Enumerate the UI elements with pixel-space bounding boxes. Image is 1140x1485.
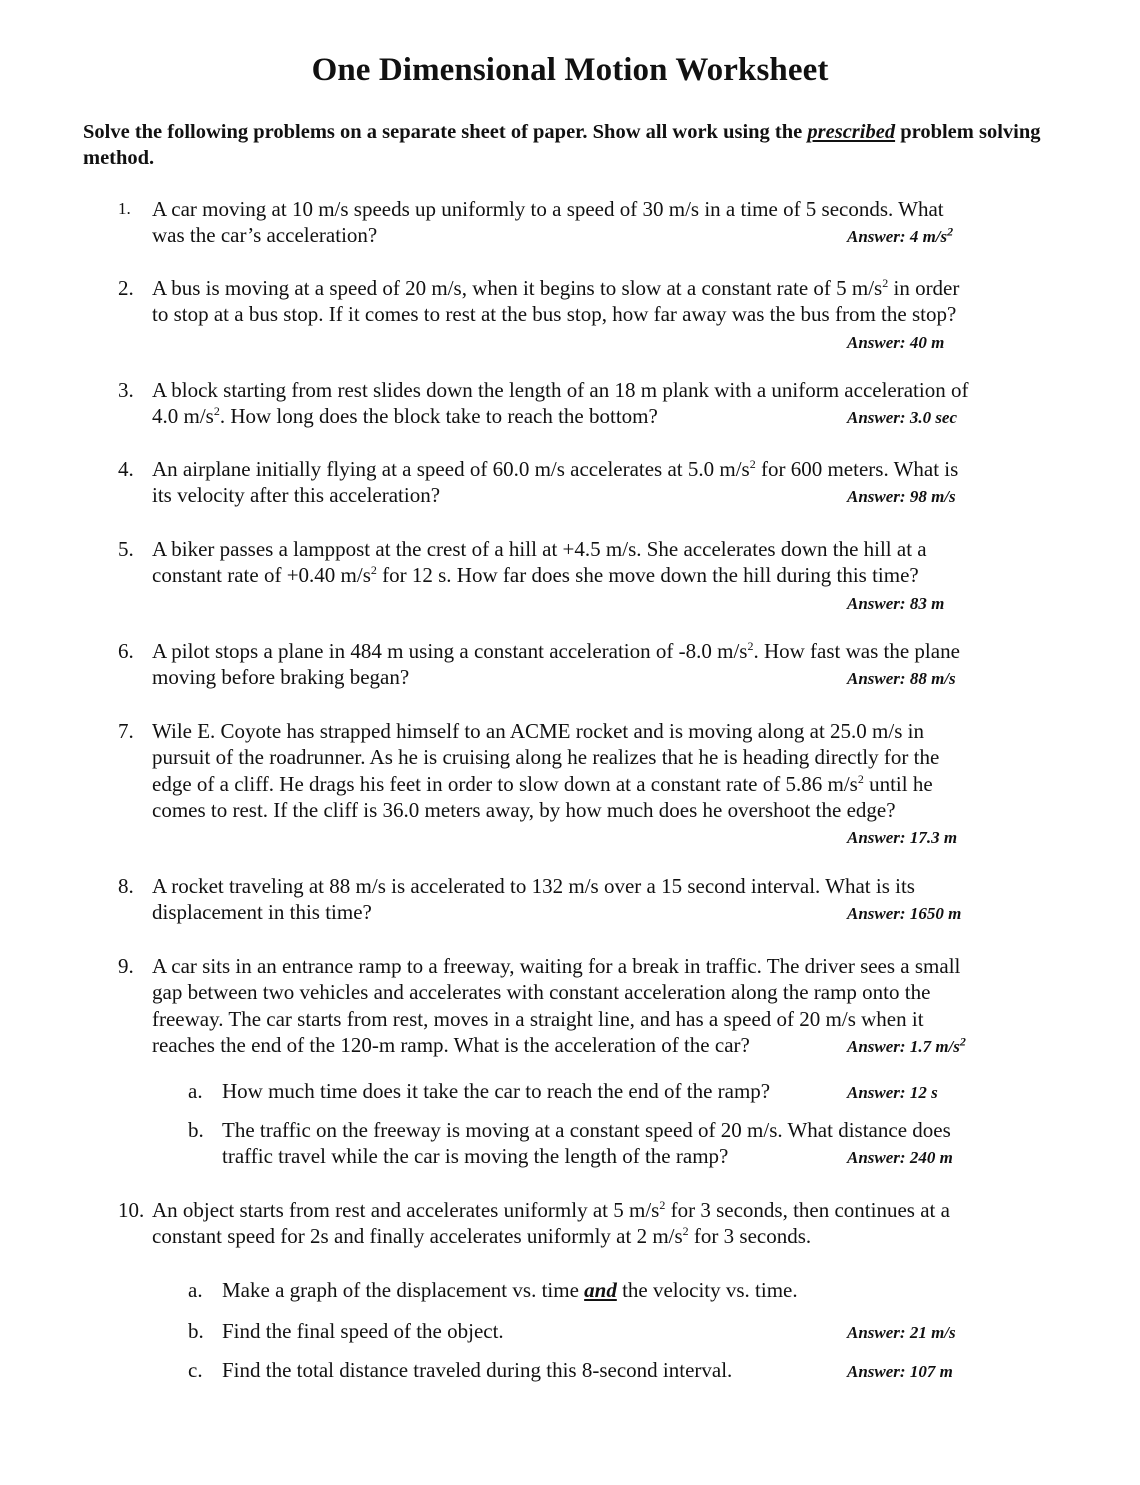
- question-line: the velocity vs. time.: [616, 1278, 798, 1302]
- question-line: A pilot stops a plane in 484 m using a constant acceleration of -8.0 m/s: [152, 639, 748, 663]
- part-letter: b.: [188, 1118, 204, 1142]
- question-6: [118, 638, 1058, 691]
- question-9b: [188, 1117, 1068, 1170]
- question-10a: [188, 1277, 1068, 1303]
- superscript: 2: [213, 404, 220, 419]
- question-line: moving before braking began?: [152, 665, 410, 690]
- question-line: for 3 seconds, then continues at a: [665, 1198, 950, 1222]
- question-line: A rocket traveling at 88 m/s is accelerated to 132 m/s over a 15 second interval. What is its: [152, 874, 915, 898]
- answer: Answer: 1.7 $m/s^2$: [847, 1034, 966, 1056]
- question-number: 10.: [118, 1198, 145, 1222]
- superscript: 2: [747, 639, 754, 653]
- question-line: edge of a cliff. He drags his feet in order to slow down at a constant rate of 5.86 m/s: [152, 771, 858, 796]
- question-line: . How long does the block take to reach the bottom?: [219, 404, 658, 429]
- answer: Answer: 40 m: [847, 332, 945, 352]
- question-number: 3.: [118, 378, 134, 402]
- superscript: 2: [882, 276, 889, 290]
- question-line: The traffic on the freeway is moving at a constant speed of 20 m/s. What distance does: [222, 1118, 951, 1142]
- question-line: Find the total distance traveled during this 8-second interval.: [222, 1358, 733, 1382]
- instructions-text: Solve the following problems on a separate sheet of paper. Show all work using the: [83, 121, 808, 143]
- question-line: gap between two vehicles and accelerates with constant acceleration along the ramp onto the: [152, 980, 931, 1005]
- answer: Answer: 1650 m: [847, 904, 962, 924]
- superscript: 2: [682, 1224, 689, 1239]
- question-line: constant rate of +0.40 m/s: [152, 563, 371, 588]
- question-line: for 3 seconds.: [688, 1224, 812, 1249]
- question-3: [118, 377, 1058, 430]
- question-line: until he: [863, 771, 933, 796]
- question-line: An object starts from rest and accelerates uniformly at 5 m/s: [152, 1198, 660, 1222]
- question-line: its velocity after this acceleration?: [152, 483, 441, 508]
- answer: Answer: 88 m/s: [847, 669, 956, 689]
- answer: Answer: 240 m: [847, 1148, 953, 1168]
- question-number: 6.: [118, 639, 134, 663]
- question-line: constant speed for 2s and finally accelerates uniformly at 2 m/s: [152, 1224, 683, 1249]
- answer: Answer: 107 m: [847, 1362, 953, 1381]
- question-line: pursuit of the roadrunner. As he is cruising along he realizes that he is heading directly for the: [152, 745, 940, 770]
- page-title: One Dimensional Motion Worksheet: [311, 52, 829, 88]
- part-letter: c.: [188, 1358, 203, 1382]
- question-number: 8.: [118, 874, 134, 898]
- answer: Answer: 12 s: [847, 1083, 938, 1102]
- question-line: A car sits in an entrance ramp to a freeway, waiting for a break in traffic. The driver sees a small: [152, 954, 961, 978]
- question-line: in order: [888, 276, 960, 300]
- question-8: [118, 873, 1058, 926]
- question-line: traffic travel while the car is moving the length of the ramp?: [222, 1144, 729, 1169]
- instructions-emphasis: prescribed: [807, 121, 896, 143]
- question-line: How much time does it take the car to reach the end of the ramp?: [222, 1079, 771, 1103]
- question-line: to stop at a bus stop. If it comes to rest at the bus stop, how far away was the bus from the stop?: [152, 302, 957, 327]
- instructions-text-end: problem solving method.: [83, 121, 1041, 169]
- part-letter: a.: [188, 1079, 203, 1103]
- question-10b: [188, 1318, 1068, 1344]
- question-4: [118, 456, 1058, 509]
- answer: Answer: 17.3 m: [847, 828, 958, 848]
- instructions: [83, 119, 1043, 171]
- question-line: Find the final speed of the object.: [222, 1319, 504, 1343]
- question-line: comes to rest. If the cliff is 36.0 meters away, by how much does he overshoot the edge?: [152, 797, 896, 822]
- question-line: Make a graph of the displacement vs. time: [222, 1278, 585, 1302]
- question-line: freeway. The car starts from rest, moves in a straight line, and has a speed of 20 m/s when it: [152, 1006, 924, 1031]
- question-9a: [188, 1078, 1068, 1104]
- part-letter: b.: [188, 1319, 204, 1343]
- question-line: A block starting from rest slides down the length of an 18 m plank with a uniform acceleration of: [152, 378, 969, 402]
- superscript: 2: [857, 771, 864, 786]
- question-2: [118, 275, 1058, 354]
- question-line: . How fast was the plane: [753, 639, 960, 663]
- answer: Answer: 3.0 sec: [847, 408, 958, 428]
- question-10c: [188, 1357, 1068, 1383]
- question-line: A bus is moving at a speed of 20 m/s, when it begins to slow at a constant rate of 5 m/s: [152, 276, 883, 300]
- emphasis-text: and: [584, 1278, 617, 1302]
- question-number: 9.: [118, 954, 134, 978]
- question-line: was the car’s acceleration?: [152, 223, 378, 248]
- question-line: displacement in this time?: [152, 900, 372, 925]
- question-line: A biker passes a lamppost at the crest of a hill at +4.5 m/s. She accelerates down the hill at a: [152, 537, 927, 561]
- question-line: 4.0 m/s: [152, 404, 214, 429]
- superscript: 2: [659, 1198, 666, 1212]
- answer: Answer: 83 m: [847, 593, 945, 613]
- question-number: 7.: [118, 719, 134, 743]
- question-1: [118, 196, 1058, 249]
- question-line: for 600 meters. What is: [755, 457, 959, 481]
- superscript: 2: [749, 457, 756, 471]
- question-10: [118, 1197, 1058, 1250]
- question-number: 1.: [118, 199, 131, 218]
- question-5: [118, 536, 1058, 615]
- question-line: for 12 s. How far does she move down the hill during this time?: [376, 563, 919, 588]
- question-number: 2.: [118, 276, 134, 300]
- question-number: 5.: [118, 537, 134, 561]
- superscript: 2: [370, 563, 377, 578]
- question-line: reaches the end of the 120-m ramp. What is the acceleration of the car?: [152, 1032, 750, 1057]
- answer: Answer: 21 m/s: [847, 1323, 956, 1342]
- question-line: An airplane initially flying at a speed of 60.0 m/s accelerates at 5.0 m/s: [152, 457, 750, 481]
- answer: Answer: 4 $m/s^2$: [847, 224, 954, 247]
- part-letter: a.: [188, 1278, 203, 1302]
- question-line: Wile E. Coyote has strapped himself to an ACME rocket and is moving along at 25.0 m/s in: [152, 719, 924, 743]
- question-9: [118, 953, 1058, 1058]
- answer: Answer: 98 m/s: [847, 487, 956, 507]
- question-7: [118, 718, 1058, 849]
- question-number: 4.: [118, 457, 134, 481]
- question-line: A car moving at 10 m/s speeds up uniformly to a speed of 30 m/s in a time of 5 seconds. What: [152, 197, 944, 221]
